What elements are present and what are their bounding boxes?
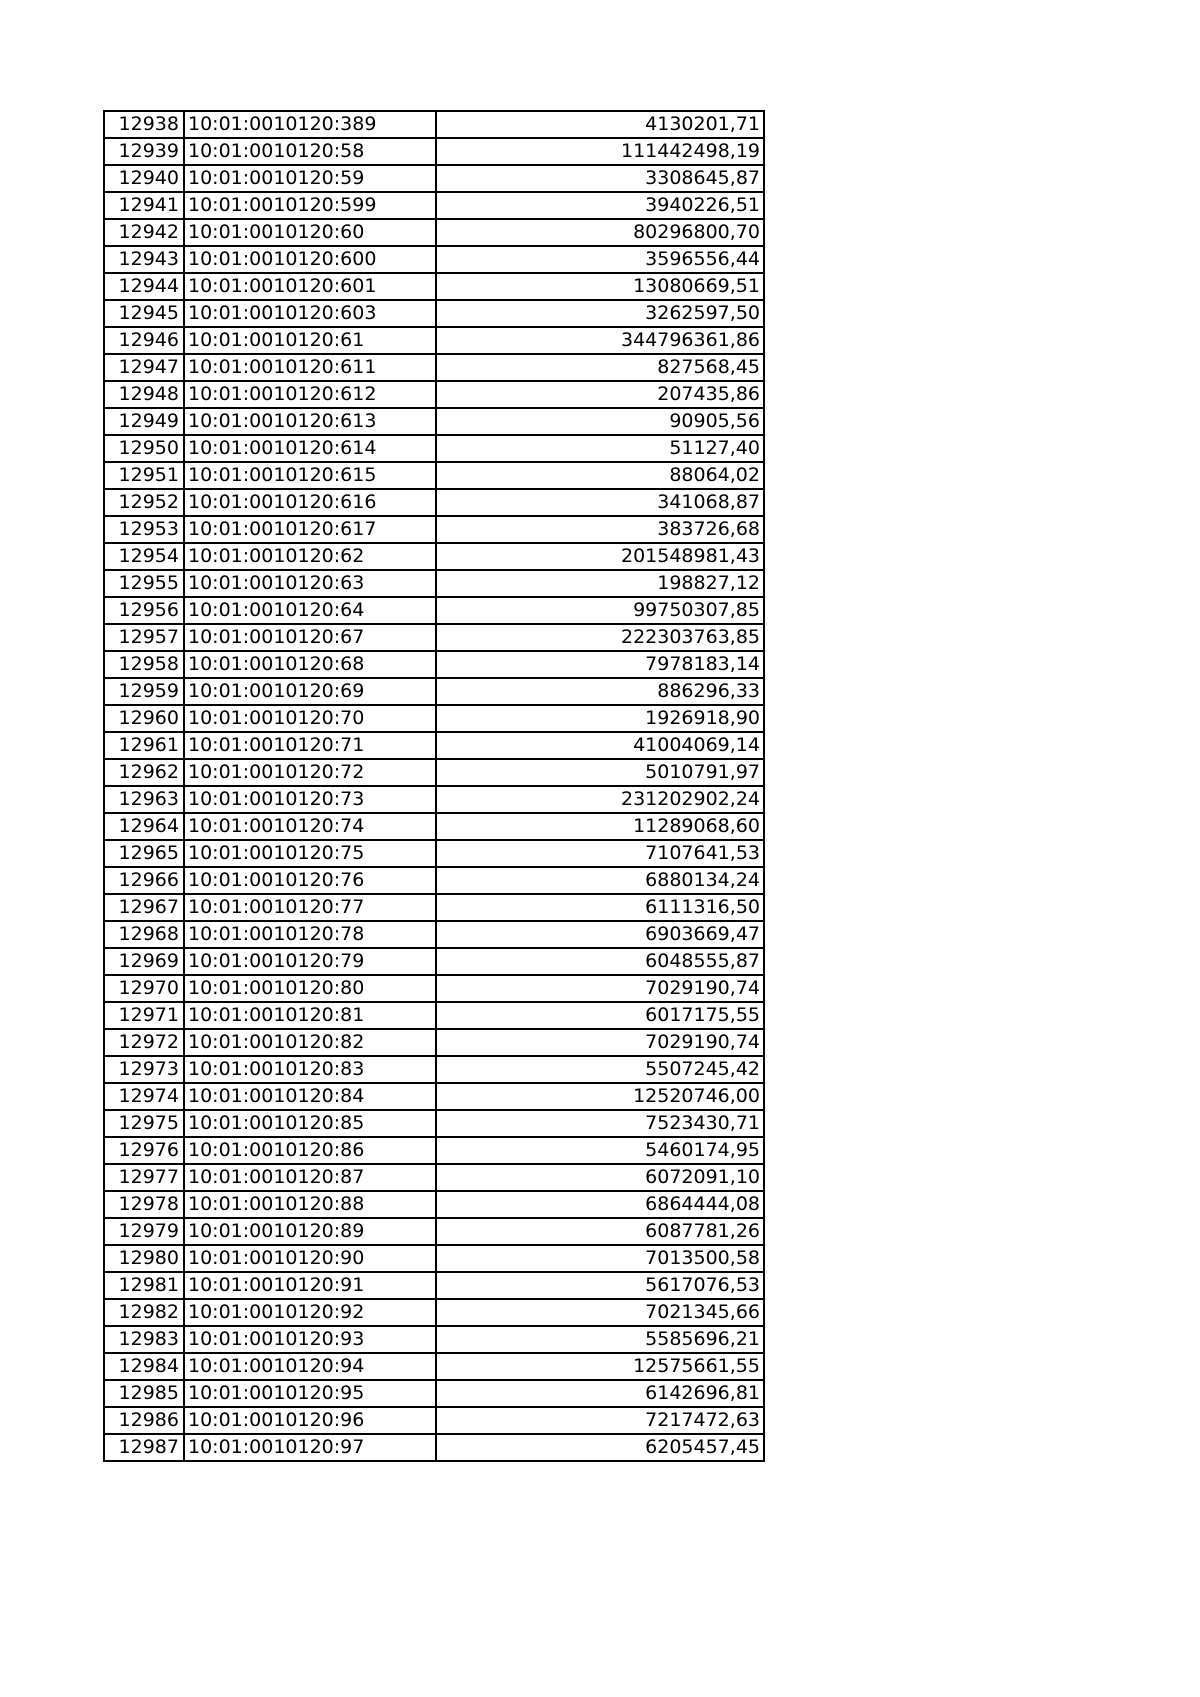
- table-row: [104, 651, 764, 678]
- cadastral-value: 6111316,50: [436, 894, 764, 921]
- table-row: [104, 840, 764, 867]
- cadastral-number: 10:01:0010120:93: [184, 1326, 436, 1353]
- row-number: 12975: [104, 1110, 184, 1137]
- cadastral-value: 7217472,63: [436, 1407, 764, 1434]
- row-number: 12941: [104, 192, 184, 219]
- table-row: [104, 300, 764, 327]
- table-row: [104, 408, 764, 435]
- row-number: 12980: [104, 1245, 184, 1272]
- table-row: [104, 1083, 764, 1110]
- table-row: [104, 1380, 764, 1407]
- table-row: [104, 975, 764, 1002]
- table-row: [104, 543, 764, 570]
- cadastral-number: 10:01:0010120:600: [184, 246, 436, 273]
- cadastral-number: 10:01:0010120:94: [184, 1353, 436, 1380]
- row-number: 12979: [104, 1218, 184, 1245]
- table-row: [104, 1353, 764, 1380]
- row-number: 12967: [104, 894, 184, 921]
- cadastral-number: 10:01:0010120:77: [184, 894, 436, 921]
- table-row: [104, 1407, 764, 1434]
- cadastral-value: 90905,56: [436, 408, 764, 435]
- cadastral-number: 10:01:0010120:86: [184, 1137, 436, 1164]
- table-row: [104, 1110, 764, 1137]
- row-number: 12983: [104, 1326, 184, 1353]
- table-row: [104, 246, 764, 273]
- row-number: 12970: [104, 975, 184, 1002]
- cadastral-number: 10:01:0010120:601: [184, 273, 436, 300]
- row-number: 12974: [104, 1083, 184, 1110]
- cadastral-number: 10:01:0010120:603: [184, 300, 436, 327]
- row-number: 12952: [104, 489, 184, 516]
- cadastral-number: 10:01:0010120:63: [184, 570, 436, 597]
- row-number: 12982: [104, 1299, 184, 1326]
- table-row: [104, 759, 764, 786]
- cadastral-number: 10:01:0010120:74: [184, 813, 436, 840]
- table-row: [104, 138, 764, 165]
- table-row: [104, 570, 764, 597]
- row-number: 12951: [104, 462, 184, 489]
- table-row: [104, 813, 764, 840]
- table-row: [104, 678, 764, 705]
- cadastral-number: 10:01:0010120:611: [184, 354, 436, 381]
- table-row: [104, 462, 764, 489]
- cadastral-value: 6017175,55: [436, 1002, 764, 1029]
- cadastral-number: 10:01:0010120:64: [184, 597, 436, 624]
- table-row: [104, 894, 764, 921]
- cadastral-value: 111442498,19: [436, 138, 764, 165]
- cadastral-number: 10:01:0010120:62: [184, 543, 436, 570]
- cadastral-value: 3308645,87: [436, 165, 764, 192]
- cadastral-number: 10:01:0010120:80: [184, 975, 436, 1002]
- cadastral-number: 10:01:0010120:97: [184, 1434, 436, 1461]
- table-row: [104, 219, 764, 246]
- cadastral-value: 51127,40: [436, 435, 764, 462]
- row-number: 12987: [104, 1434, 184, 1461]
- row-number: 12972: [104, 1029, 184, 1056]
- table-row: [104, 732, 764, 759]
- cadastral-number: 10:01:0010120:88: [184, 1191, 436, 1218]
- row-number: 12961: [104, 732, 184, 759]
- cadastral-number: 10:01:0010120:60: [184, 219, 436, 246]
- row-number: 12954: [104, 543, 184, 570]
- cadastral-number: 10:01:0010120:91: [184, 1272, 436, 1299]
- cadastral-value: 6072091,10: [436, 1164, 764, 1191]
- cadastral-value: 41004069,14: [436, 732, 764, 759]
- cadastral-value: 5460174,95: [436, 1137, 764, 1164]
- cadastral-value: 11289068,60: [436, 813, 764, 840]
- cadastral-value: 7021345,66: [436, 1299, 764, 1326]
- cadastral-number: 10:01:0010120:82: [184, 1029, 436, 1056]
- cadastral-value: 12575661,55: [436, 1353, 764, 1380]
- cadastral-number: 10:01:0010120:81: [184, 1002, 436, 1029]
- cadastral-number: 10:01:0010120:87: [184, 1164, 436, 1191]
- row-number: 12955: [104, 570, 184, 597]
- table-row: [104, 327, 764, 354]
- cadastral-number: 10:01:0010120:83: [184, 1056, 436, 1083]
- row-number: 12960: [104, 705, 184, 732]
- table-row: [104, 1002, 764, 1029]
- cadastral-value: 6864444,08: [436, 1191, 764, 1218]
- cadastral-number: 10:01:0010120:389: [184, 111, 436, 138]
- cadastral-value-table: [103, 110, 765, 1462]
- row-number: 12945: [104, 300, 184, 327]
- table-row: [104, 1272, 764, 1299]
- table-row: [104, 1326, 764, 1353]
- cadastral-value: 7029190,74: [436, 975, 764, 1002]
- row-number: 12968: [104, 921, 184, 948]
- cadastral-number: 10:01:0010120:612: [184, 381, 436, 408]
- row-number: 12969: [104, 948, 184, 975]
- row-number: 12981: [104, 1272, 184, 1299]
- table-row: [104, 1029, 764, 1056]
- row-number: 12959: [104, 678, 184, 705]
- cadastral-value: 827568,45: [436, 354, 764, 381]
- cadastral-value: 6048555,87: [436, 948, 764, 975]
- table-row: [104, 435, 764, 462]
- cadastral-number: 10:01:0010120:89: [184, 1218, 436, 1245]
- row-number: 12965: [104, 840, 184, 867]
- cadastral-number: 10:01:0010120:69: [184, 678, 436, 705]
- cadastral-number: 10:01:0010120:59: [184, 165, 436, 192]
- row-number: 12947: [104, 354, 184, 381]
- cadastral-value: 7523430,71: [436, 1110, 764, 1137]
- cadastral-value: 5010791,97: [436, 759, 764, 786]
- cadastral-value: 222303763,85: [436, 624, 764, 651]
- row-number: 12956: [104, 597, 184, 624]
- cadastral-value: 3262597,50: [436, 300, 764, 327]
- cadastral-number: 10:01:0010120:616: [184, 489, 436, 516]
- table-row: [104, 192, 764, 219]
- cadastral-number: 10:01:0010120:75: [184, 840, 436, 867]
- row-number: 12966: [104, 867, 184, 894]
- table-row: [104, 597, 764, 624]
- table-row: [104, 624, 764, 651]
- cadastral-value: 99750307,85: [436, 597, 764, 624]
- cadastral-value: 13080669,51: [436, 273, 764, 300]
- row-number: 12938: [104, 111, 184, 138]
- cadastral-number: 10:01:0010120:70: [184, 705, 436, 732]
- table-row: [104, 867, 764, 894]
- row-number: 12985: [104, 1380, 184, 1407]
- table-row: [104, 1434, 764, 1461]
- cadastral-number: 10:01:0010120:72: [184, 759, 436, 786]
- table-row: [104, 1245, 764, 1272]
- cadastral-value: 198827,12: [436, 570, 764, 597]
- row-number: 12950: [104, 435, 184, 462]
- cadastral-number: 10:01:0010120:73: [184, 786, 436, 813]
- cadastral-number: 10:01:0010120:84: [184, 1083, 436, 1110]
- cadastral-number: 10:01:0010120:67: [184, 624, 436, 651]
- cadastral-value: 201548981,43: [436, 543, 764, 570]
- row-number: 12949: [104, 408, 184, 435]
- row-number: 12971: [104, 1002, 184, 1029]
- cadastral-number: 10:01:0010120:85: [184, 1110, 436, 1137]
- cadastral-number: 10:01:0010120:617: [184, 516, 436, 543]
- cadastral-number: 10:01:0010120:71: [184, 732, 436, 759]
- table-row: [104, 921, 764, 948]
- table-row: [104, 1299, 764, 1326]
- row-number: 12986: [104, 1407, 184, 1434]
- row-number: 12976: [104, 1137, 184, 1164]
- table-body: [104, 111, 764, 1461]
- cadastral-number: 10:01:0010120:68: [184, 651, 436, 678]
- row-number: 12948: [104, 381, 184, 408]
- cadastral-number: 10:01:0010120:78: [184, 921, 436, 948]
- cadastral-value: 88064,02: [436, 462, 764, 489]
- cadastral-value: 7978183,14: [436, 651, 764, 678]
- cadastral-number: 10:01:0010120:76: [184, 867, 436, 894]
- cadastral-value: 886296,33: [436, 678, 764, 705]
- row-number: 12964: [104, 813, 184, 840]
- table-row: [104, 1056, 764, 1083]
- cadastral-value: 3940226,51: [436, 192, 764, 219]
- cadastral-value: 207435,86: [436, 381, 764, 408]
- table-row: [104, 111, 764, 138]
- row-number: 12958: [104, 651, 184, 678]
- cadastral-value: 12520746,00: [436, 1083, 764, 1110]
- cadastral-value: 5617076,53: [436, 1272, 764, 1299]
- table-row: [104, 1137, 764, 1164]
- table-row: [104, 1191, 764, 1218]
- cadastral-value: 5507245,42: [436, 1056, 764, 1083]
- table-row: [104, 489, 764, 516]
- cadastral-number: 10:01:0010120:95: [184, 1380, 436, 1407]
- row-number: 12942: [104, 219, 184, 246]
- cadastral-value: 5585696,21: [436, 1326, 764, 1353]
- row-number: 12943: [104, 246, 184, 273]
- cadastral-value: 4130201,71: [436, 111, 764, 138]
- table-row: [104, 786, 764, 813]
- row-number: 12962: [104, 759, 184, 786]
- cadastral-value: 344796361,86: [436, 327, 764, 354]
- cadastral-number: 10:01:0010120:613: [184, 408, 436, 435]
- cadastral-value: 231202902,24: [436, 786, 764, 813]
- row-number: 12946: [104, 327, 184, 354]
- table-row: [104, 165, 764, 192]
- cadastral-value: 80296800,70: [436, 219, 764, 246]
- row-number: 12940: [104, 165, 184, 192]
- cadastral-number: 10:01:0010120:599: [184, 192, 436, 219]
- table-row: [104, 1164, 764, 1191]
- row-number: 12963: [104, 786, 184, 813]
- cadastral-value: 6880134,24: [436, 867, 764, 894]
- cadastral-number: 10:01:0010120:90: [184, 1245, 436, 1272]
- cadastral-value: 6205457,45: [436, 1434, 764, 1461]
- row-number: 12944: [104, 273, 184, 300]
- cadastral-value: 7107641,53: [436, 840, 764, 867]
- cadastral-value: 6903669,47: [436, 921, 764, 948]
- row-number: 12939: [104, 138, 184, 165]
- table-row: [104, 354, 764, 381]
- cadastral-value: 341068,87: [436, 489, 764, 516]
- row-number: 12953: [104, 516, 184, 543]
- cadastral-value: 7013500,58: [436, 1245, 764, 1272]
- table-row: [104, 381, 764, 408]
- cadastral-number: 10:01:0010120:614: [184, 435, 436, 462]
- table-row: [104, 705, 764, 732]
- row-number: 12984: [104, 1353, 184, 1380]
- cadastral-value: 6142696,81: [436, 1380, 764, 1407]
- table-row: [104, 1218, 764, 1245]
- cadastral-number: 10:01:0010120:96: [184, 1407, 436, 1434]
- row-number: 12957: [104, 624, 184, 651]
- row-number: 12978: [104, 1191, 184, 1218]
- cadastral-number: 10:01:0010120:61: [184, 327, 436, 354]
- cadastral-number: 10:01:0010120:615: [184, 462, 436, 489]
- cadastral-value: 3596556,44: [436, 246, 764, 273]
- cadastral-number: 10:01:0010120:79: [184, 948, 436, 975]
- table-row: [104, 273, 764, 300]
- cadastral-number: 10:01:0010120:92: [184, 1299, 436, 1326]
- cadastral-number: 10:01:0010120:58: [184, 138, 436, 165]
- row-number: 12977: [104, 1164, 184, 1191]
- table-row: [104, 516, 764, 543]
- table-row: [104, 948, 764, 975]
- row-number: 12973: [104, 1056, 184, 1083]
- cadastral-value: 7029190,74: [436, 1029, 764, 1056]
- cadastral-value: 383726,68: [436, 516, 764, 543]
- cadastral-value: 6087781,26: [436, 1218, 764, 1245]
- cadastral-value: 1926918,90: [436, 705, 764, 732]
